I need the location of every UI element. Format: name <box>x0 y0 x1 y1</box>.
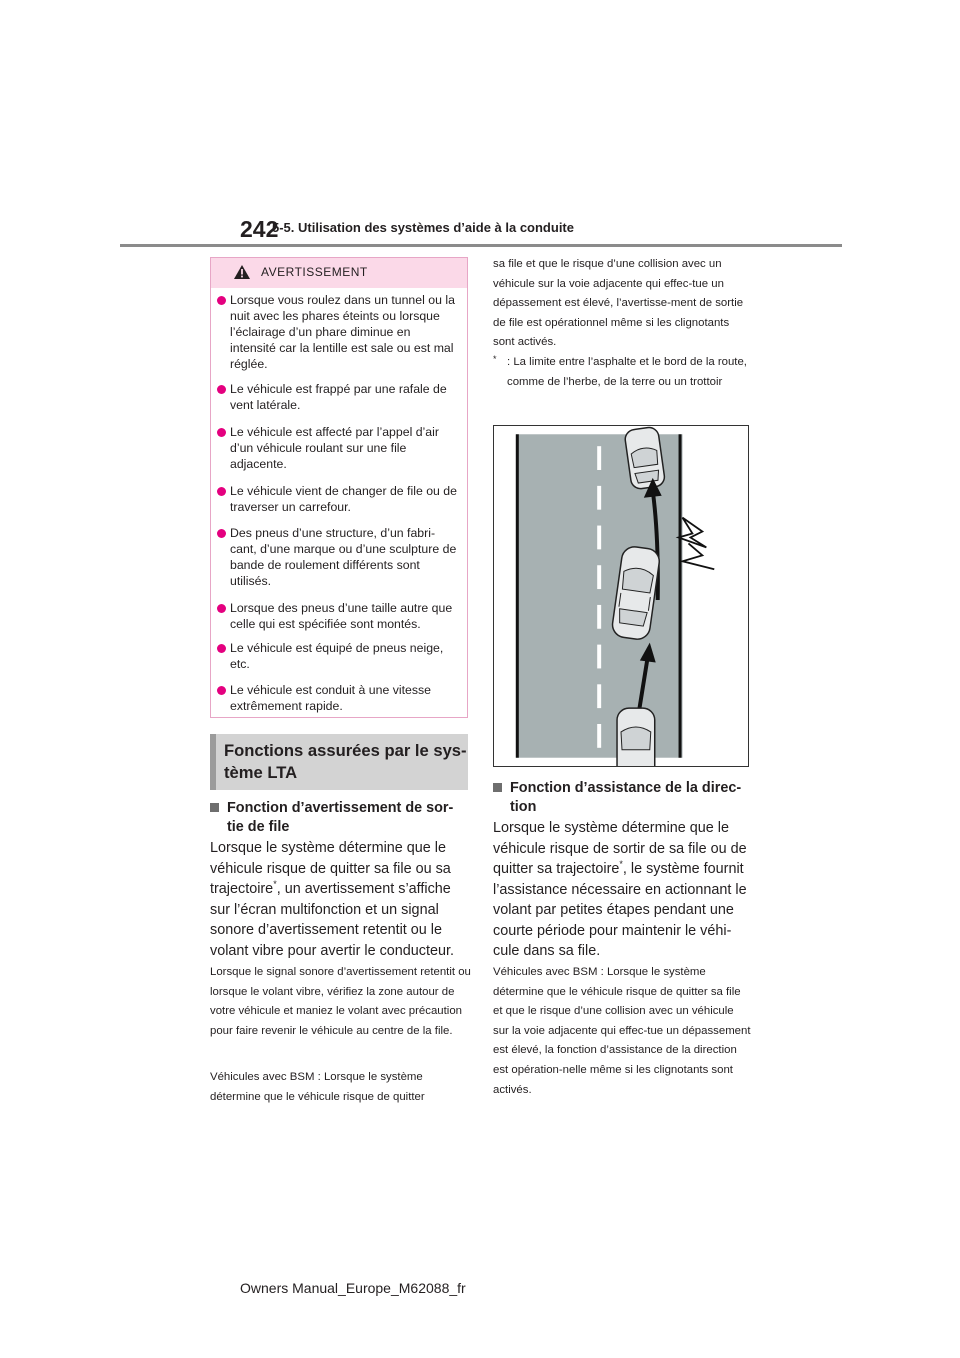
car-top-icon <box>624 426 666 490</box>
warning-item: Lorsque vous roulez dans un tunnel ou la nuit avec les phares éteints ou lorsque l’éclairage d’un phare diminue en intensité car la lentille est sale ou est mal réglée. <box>217 292 457 372</box>
bullet-dot-icon <box>217 604 226 613</box>
lane-departure-note: Lorsque le signal sonore d’avertissement retentit ou lorsque le volant vibre, vérifiez la zone autour de votre véhicule et maniez le volant avec précaution pour faire revenir le véhicule au centre de la file. <box>210 966 471 1037</box>
warning-triangle-icon <box>233 264 251 280</box>
lane-departure-diagram <box>493 425 749 767</box>
steering-assist-bsm-note: Véhicules avec BSM : Lorsque le système détermine que le véhicule risque de quitter sa file et que le risque d’une collision avec un véhicule sur la voie adjacente qui effec-tue un dépassement est élevé, la fonction d’assistance de la direction est opération-nelle même si les clignotants sont activés. <box>493 966 751 1096</box>
bullet-dot-icon <box>217 487 226 496</box>
lane-departure-paragraph: Lorsque le système détermine que le véhicule risque de quitter sa file ou sa trajectoire*, un avertissement s’affiche sur l’écran multifonction et un signal sonore d’avertissement retentit ou le volant vibre pour avertir le conducteur. <box>210 840 454 959</box>
steering-assist-paragraph: Lorsque le système détermine que le véhicule risque de sortir de sa file ou de quitter sa trajectoire*, le système fournit l’assistance nécessaire en actionnant le volant par petites étapes pendant une courte période pour maintenir le véhi-cule dans sa file. <box>493 820 747 959</box>
bullet-dot-icon <box>217 428 226 437</box>
header-divider <box>120 244 842 247</box>
bsm-note-start: Véhicules avec BSM : Lorsque le système détermine que le véhicule risque de quitter <box>210 1071 425 1103</box>
bsm-note-continued: sa file et que le risque d’une collision avec un véhicule sur la voie adjacente qui effec-tue un dépassement est élevé, l’avertisse-ment de sortie de file est opérationnel même si les clignotants sont activés. <box>493 258 744 349</box>
warning-item: Lorsque des pneus d’une taille autre que celle qui est spécifiée sont montés. <box>217 600 457 632</box>
warning-item: Le véhicule est conduit à une vitesse extrêmement rapide. <box>217 682 457 714</box>
bullet-dot-icon <box>217 385 226 394</box>
warning-item: Des pneus d’une structure, d’un fabri-cant, d’une marque ou d’une sculpture de bande de roulement différents sont utilisés. <box>217 525 457 589</box>
footnote: * : La limite entre l’asphalte et le bord de la route, comme de l’herbe, de la terre ou un trottoir <box>493 354 747 388</box>
section-heading-box <box>210 734 468 790</box>
footer-manual-id: Owners Manual_Europe_M62088_fr <box>240 1280 466 1296</box>
bullet-dot-icon <box>217 296 226 305</box>
subheading-steering-assist: Fonction d’assistance de la direc-tion <box>493 779 751 817</box>
warning-item: Le véhicule vient de changer de file ou de traverser un carrefour. <box>217 483 457 515</box>
car-bottom-icon <box>617 708 655 767</box>
square-bullet-icon <box>210 803 219 812</box>
warning-item: Le véhicule est frappé par une rafale de vent latérale. <box>217 381 457 413</box>
section-heading: Fonctions assurées par le sys-tème LTA <box>224 741 467 782</box>
section-title: 5-5. Utilisation des systèmes d’aide à la conduite <box>272 220 574 235</box>
bullet-dot-icon <box>217 529 226 538</box>
square-bullet-icon <box>493 783 502 792</box>
warning-box <box>210 257 468 718</box>
warning-item: Le véhicule est affecté par l’appel d’air d’un véhicule roulant sur une file adjacente. <box>217 424 457 472</box>
bullet-dot-icon <box>217 644 226 653</box>
warning-item: Le véhicule est équipé de pneus neige, etc. <box>217 640 457 672</box>
page-number: 242 <box>240 216 279 242</box>
warning-title: AVERTISSEMENT <box>261 265 368 279</box>
bullet-dot-icon <box>217 686 226 695</box>
subheading-lane-departure: Fonction d’avertissement de sor-tie de file <box>210 799 468 837</box>
warning-header <box>211 258 467 288</box>
